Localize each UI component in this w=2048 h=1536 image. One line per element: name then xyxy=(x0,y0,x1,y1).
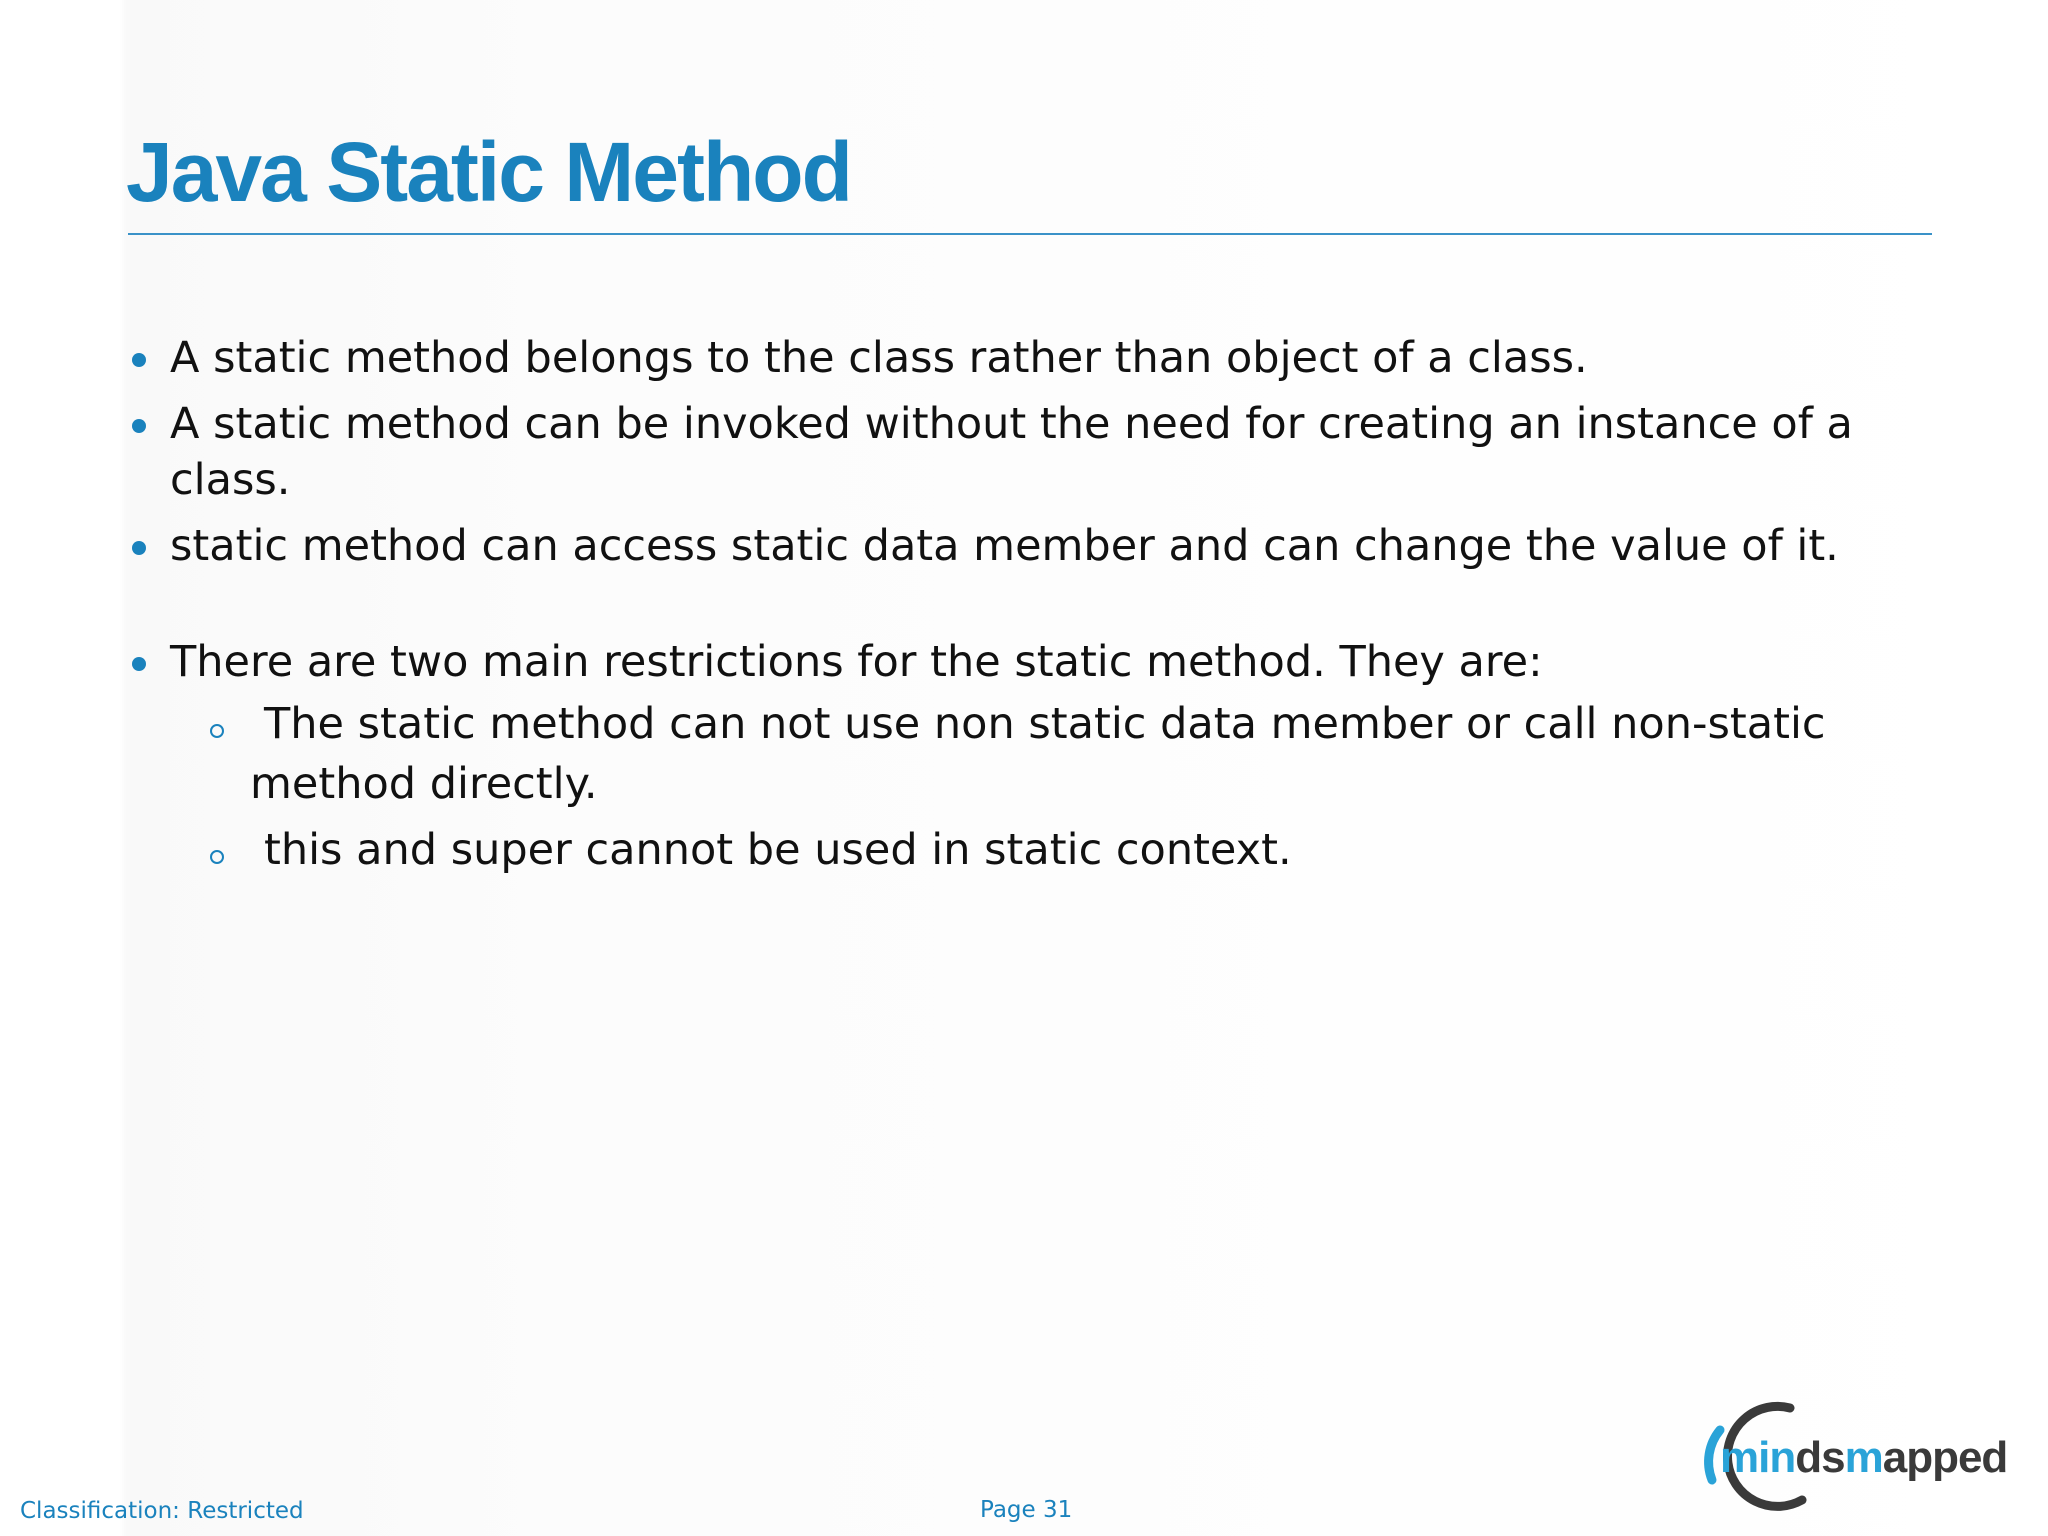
sub-bullet-item xyxy=(126,694,1946,814)
bullet-item xyxy=(126,518,1946,574)
svg-text:mindsmapped: mindsmapped xyxy=(1720,1433,2008,1482)
sub-bullet-item xyxy=(126,820,1946,880)
classification-label: Classification: Restricted xyxy=(20,1498,304,1524)
bullet-dot-icon xyxy=(132,353,146,367)
bullet-dot-icon xyxy=(132,419,146,433)
sub-bullet-text: The static method can not use non static data member or call non-static method directly. xyxy=(250,699,1826,809)
bullet-text: There are two main restrictions for the static method. They are: xyxy=(170,637,1543,687)
bullet-text: A static method can be invoked without the need for creating an instance of a class. xyxy=(170,399,1853,505)
bullet-item xyxy=(126,396,1946,508)
bullet-item xyxy=(126,330,1946,386)
title-underline xyxy=(128,233,1932,235)
page-number: Page 31 xyxy=(980,1497,1073,1523)
bullet-text: A static method belongs to the class rather than object of a class. xyxy=(170,333,1588,383)
mindsmapped-logo xyxy=(1690,1400,2030,1516)
sub-bullet-text: this and super cannot be used in static context. xyxy=(264,825,1292,875)
bullet-item-restrictions xyxy=(126,634,1946,690)
sub-bullet-circle-icon xyxy=(210,850,224,864)
sub-bullet-circle-icon xyxy=(210,724,224,738)
slide-content xyxy=(126,330,1946,886)
bullet-dot-icon xyxy=(132,541,146,555)
bullet-text: static method can access static data member and can change the value of it. xyxy=(170,521,1839,571)
bullet-dot-icon xyxy=(132,657,146,671)
slide-title: Java Static Method xyxy=(126,125,851,219)
